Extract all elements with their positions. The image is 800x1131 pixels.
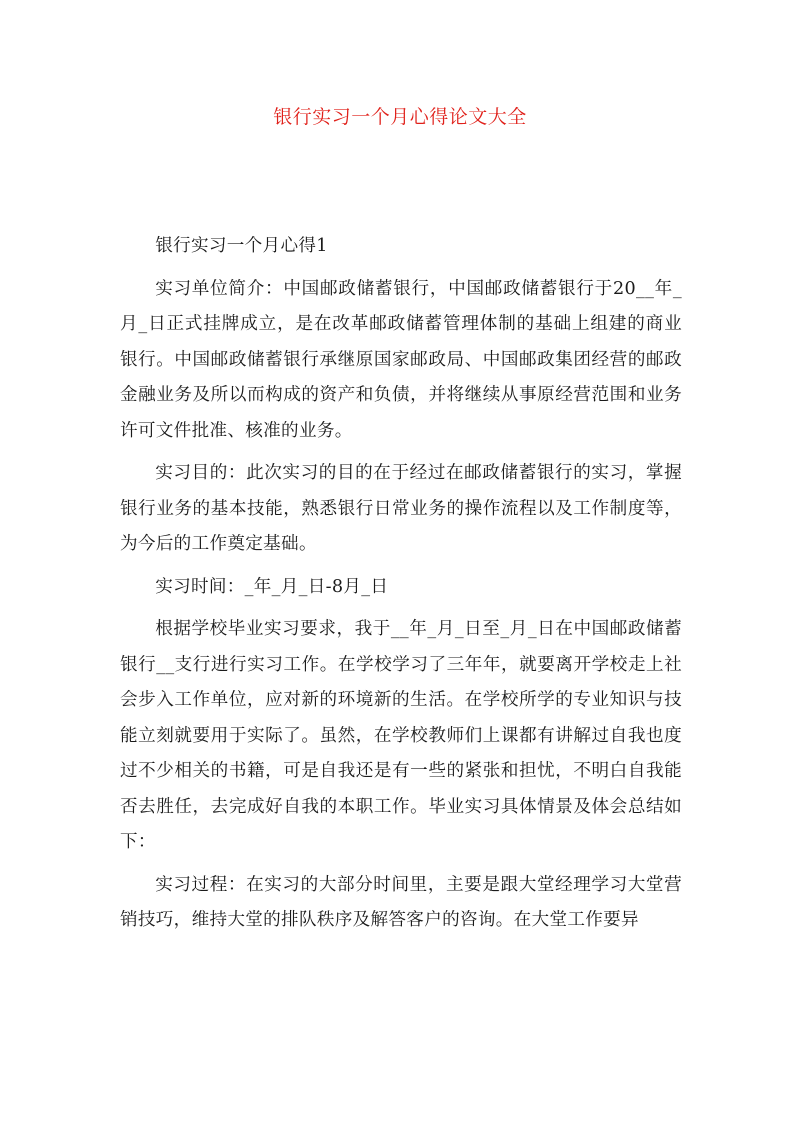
- paragraph-company-intro: 实习单位简介：中国邮政储蓄银行，中国邮政储蓄银行于20__年_月_日正式挂牌成立，是在改革邮政储蓄管理体制的基础上组建的商业银行。中国邮政储蓄银行承继原国家邮政局、中国邮政集团经营的邮政金融业务及所以而构成的资产和负债，并将继续从事原经营范围和业务许可文件批准、核准的业务。: [120, 278, 682, 441]
- section-heading: 银行实习一个月心得1: [155, 236, 328, 256]
- paragraph-summary: 根据学校毕业实习要求，我于__年_月_日至_月_日在中国邮政储蓄银行__支行进行实习工作。在学校学习了三年年，就要离开学校走上社会步入工作单位，应对新的环境新的生活。在学校所学的专业知识与技能立刻就要用于实际了。虽然，在学校教师们上课都有讲解过自我也度过不少相关的书籍，可是自我还是有一些的紧张和担忧，不明白自我能否去胜任，去完成好自我的本职工作。毕业实习具体情景及体会总结如下：: [120, 619, 682, 852]
- paragraph-process: 实习过程：在实习的大部分时间里，主要是跟大堂经理学习大堂营销技巧，维持大堂的排队秩序及解答客户的咨询。在大堂工作要异: [120, 874, 682, 930]
- document-body: [120, 229, 682, 939]
- paragraph-time: 实习时间：_年_月_日-8月_日: [155, 576, 389, 597]
- paragraph-purpose: 实习目的：此次实习的目的在于经过在邮政储蓄银行的实习，掌握银行业务的基本技能，熟悉银行日常业务的操作流程以及工作制度等，为今后的工作奠定基础。: [120, 463, 682, 554]
- document-title: 银行实习一个月心得论文大全: [273, 106, 527, 128]
